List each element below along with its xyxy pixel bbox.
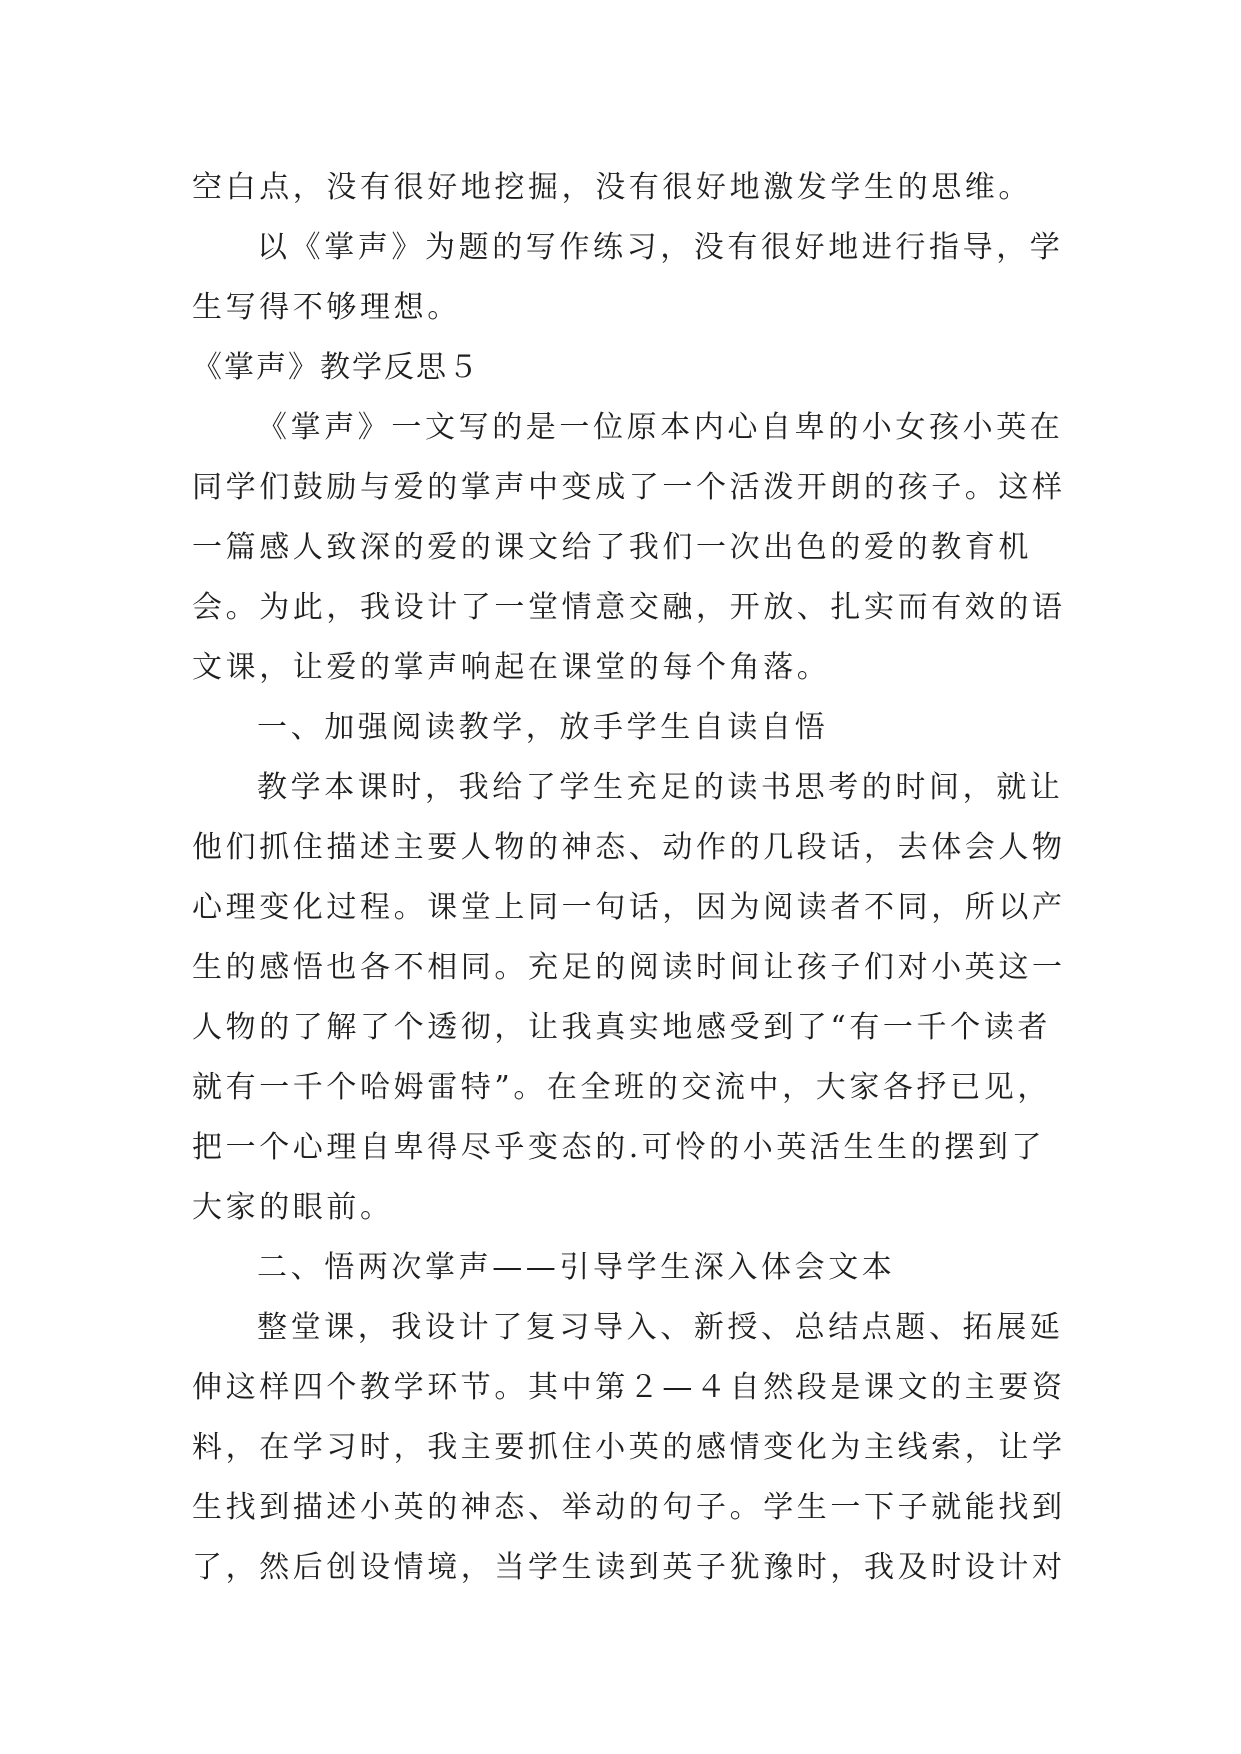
text-line: 生找到描述小英的神态、举动的句子。学生一下子就能找到 (192, 1490, 1066, 1525)
text-line: 生的感悟也各不相同。充足的阅读时间让孩子们对小英这一 (192, 950, 1066, 985)
subheading-2: 二、悟两次掌声——引导学生深入体会文本 (257, 1250, 896, 1285)
paragraph-start: 《掌声》一文写的是一位原本内心自卑的小女孩小英在 (257, 410, 1064, 445)
section-title: 《掌声》教学反思５ (192, 350, 480, 385)
text-line: 料，在学习时，我主要抓住小英的感情变化为主线索，让学 (192, 1430, 1066, 1465)
text-line: 就有一千个哈姆雷特”。在全班的交流中，大家各抒已见， (192, 1070, 1051, 1105)
text-line: 心理变化过程。课堂上同一句话，因为阅读者不同，所以产 (192, 890, 1066, 925)
body-text (192, 158, 1066, 1598)
text-line: 人物的了解了个透彻，让我真实地感受到了“有一千个读者 (192, 1010, 1051, 1045)
text-line: 一篇感人致深的爱的课文给了我们一次出色的爱的教育机 (192, 530, 1032, 565)
paragraph-start: 以《掌声》为题的写作练习，没有很好地进行指导，学 (257, 230, 1064, 265)
text-line: 把一个心理自卑得尽乎变态的.可怜的小英活生生的摆到了 (192, 1130, 1046, 1165)
text-line: 空白点，没有很好地挖掘，没有很好地激发学生的思维。 (192, 170, 1032, 205)
text-line: 大家的眼前。 (192, 1190, 394, 1225)
paragraph-start: 整堂课，我设计了复习导入、新授、总结点题、拓展延 (257, 1310, 1064, 1345)
text-line: 会。为此，我设计了一堂情意交融，开放、扎实而有效的语 (192, 590, 1066, 625)
text-line: 他们抓住描述主要人物的神态、动作的几段话，去体会人物 (192, 830, 1066, 865)
text-line: 文课，让爱的掌声响起在课堂的每个角落。 (192, 650, 831, 685)
text-line: 生写得不够理想。 (192, 290, 461, 325)
subheading-1: 一、加强阅读教学，放手学生自读自悟 (257, 710, 829, 745)
paragraph-start: 教学本课时，我给了学生充足的读书思考的时间，就让 (257, 770, 1064, 805)
text-line: 了，然后创设情境，当学生读到英子犹豫时，我及时设计对 (192, 1550, 1066, 1585)
text-line: 伸这样四个教学环节。其中第２—４自然段是课文的主要资 (192, 1370, 1066, 1405)
text-line: 同学们鼓励与爱的掌声中变成了一个活泼开朗的孩子。这样 (192, 470, 1066, 505)
